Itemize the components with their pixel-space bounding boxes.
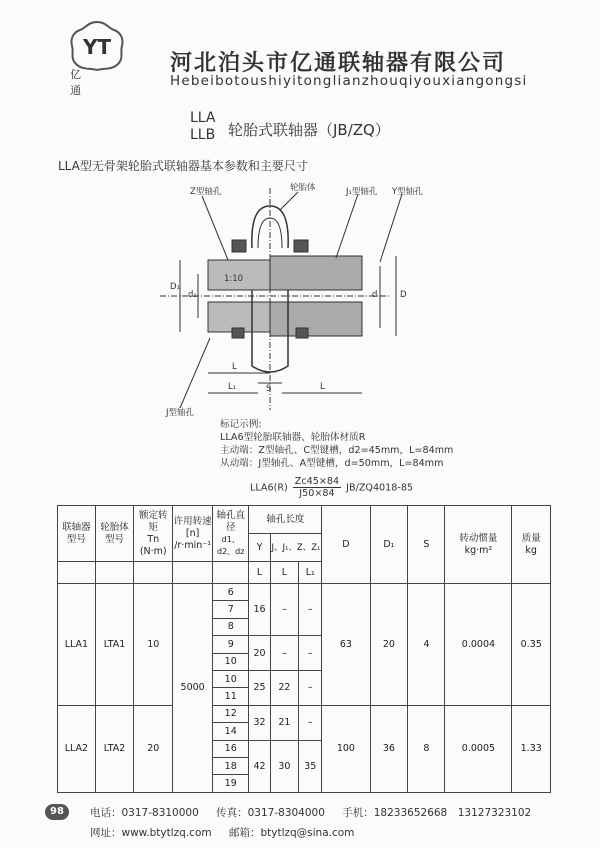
cell-length-j: – [270,584,299,636]
svg-text:YT: YT [82,35,112,59]
label-dim-S: S [266,384,272,394]
example-line-2: LLA6型轮胎联轴器、轮胎体材质R [220,432,366,443]
cell-speed: 5000 [173,584,213,793]
cell-length-y: 20 [249,636,270,671]
tel: 电话：0317-8310000 [90,807,199,819]
label-z-hole: Z型轴孔 [190,187,222,197]
table-row [58,584,551,601]
cell-bore-diameter: 14 [213,723,249,740]
cell-bore-diameter: 18 [213,757,249,774]
cell-tire-model: LTA1 [95,584,134,706]
mobile: 手机：18233652668 13127323102 [342,807,532,819]
page-number: 98 [45,804,69,820]
cell-bore-diameter: 8 [213,618,249,635]
cell-bore-diameter: 19 [213,775,249,792]
cell-S: 4 [408,584,445,706]
th-j-z: J、J₁、Z、Z₁ [270,534,322,562]
marking-formula [250,476,413,499]
cell-length-l1: – [299,705,322,740]
label-dim-d1: d₁ [188,290,197,300]
label-dim-d: d [372,290,378,300]
logo-subtext: 亿 通 [70,68,95,97]
th-D: D [322,506,370,584]
spec-table-body [58,584,551,793]
cell-coupling-model: LLA2 [58,705,96,792]
cell-D1: 36 [370,705,408,792]
formula-denominator: J50×84 [299,488,335,499]
fax: 传真：0317-8304000 [216,807,325,819]
contact-line-1 [90,805,545,820]
cell-length-l1: – [299,584,322,636]
cell-D: 100 [322,705,370,792]
example-line-4: 从动端：J型轴孔、A型键槽，d=50mm，L=84mm [220,458,444,469]
company-logo [62,18,132,97]
label-j-hole: J型轴孔 [166,408,195,418]
cell-mass: 1.33 [512,705,551,792]
th-rated-torque: 额定转矩 Tn (N·m) [134,506,173,562]
cell-rated-torque: 20 [134,705,173,792]
cell-bore-diameter: 7 [213,601,249,618]
section-subtitle: LLA型无骨架轮胎式联轴器基本参数和主要尺寸 [58,159,308,173]
example-line-3: 主动端：Z型轴孔、C型键槽，d2=45mm，L=84mm [220,445,454,456]
email-link[interactable]: 邮箱：btytlzq@sina.com [228,827,355,839]
cell-inertia: 0.0005 [445,705,512,792]
th-L-y: L [249,562,270,584]
label-dim-L1: L₁ [228,382,237,392]
cell-length-y: 32 [249,705,270,740]
coupling-drawing [140,178,440,416]
cell-length-l1: – [299,670,322,705]
spec-table [57,505,551,793]
label-y-hole: Y型轴孔 [392,187,423,197]
th-mass: 质量 kg [512,506,551,584]
company-name-en: Hebeibotoushiyitonglianzhouqiyouxiangongsi [170,73,528,89]
formula-prefix: LLA6(R) [250,482,288,494]
label-dim-L-left: L [232,362,237,372]
model-llb: LLB [190,127,216,143]
marking-example [220,418,453,470]
cell-bore-diameter: 12 [213,705,249,722]
th-D1: D₁ [370,506,408,584]
th-tire-model: 轮胎体型号 [95,506,134,562]
formula-numerator: Zc45×84 [294,476,340,487]
cell-bore-diameter: 10 [213,670,249,687]
formula-fraction [293,476,341,499]
cell-bore-diameter: 6 [213,584,249,601]
label-dim-D1: D₁ [170,282,180,292]
th-L1: L₁ [299,562,322,584]
cell-inertia: 0.0004 [445,584,512,706]
cell-length-j: 21 [270,705,299,740]
cell-mass: 0.35 [512,584,551,706]
cell-bore-diameter: 16 [213,740,249,757]
cell-length-j: 22 [270,670,299,705]
cell-length-j: 30 [270,740,299,792]
cell-rated-torque: 10 [134,584,173,706]
cell-tire-model: LTA2 [95,705,134,792]
cell-bore-diameter: 10 [213,653,249,670]
th-L-j: L [270,562,299,584]
th-bore-length: 轴孔长度 [249,506,322,534]
formula-suffix: JB/ZQ4018-85 [346,482,414,494]
label-dim-L-right: L [320,382,325,392]
table-header-row-1 [58,506,551,534]
cell-D1: 20 [370,584,408,706]
contact-line-2 [90,825,368,840]
website-link[interactable]: 网址：www.btytlzq.com [90,827,212,839]
cell-bore-diameter: 11 [213,688,249,705]
cell-D: 63 [322,584,370,706]
th-y: Y [249,534,270,562]
company-name-cn: 河北泊头市亿通联轴器有限公司 [170,51,507,76]
th-coupling-model: 联轴器型号 [58,506,96,562]
cell-S: 8 [408,705,445,792]
cell-length-l1: – [299,636,322,671]
label-taper: 1:10 [224,274,244,284]
model-lla: LLA [190,110,216,126]
cell-length-j: – [270,636,299,671]
th-bore-diameter: 轴孔直径 d1、d2、dz [213,506,249,562]
table-row [58,705,551,722]
product-title: 轮胎式联轴器（JB/ZQ） [228,121,390,139]
cell-length-l1: 35 [299,740,322,792]
th-S: S [408,506,445,584]
th-speed: 许用转速 [n] /r·min⁻¹ [173,506,213,562]
label-dim-D: D [400,290,407,300]
coupling-sketch [140,178,440,416]
th-inertia: 转动惯量 kg·m² [445,506,512,584]
cell-length-y: 25 [249,670,270,705]
cell-length-y: 42 [249,740,270,792]
cell-length-y: 16 [249,584,270,636]
cell-bore-diameter: 9 [213,636,249,653]
cell-coupling-model: LLA1 [58,584,96,706]
label-j1-hole: J₁型轴孔 [346,187,378,197]
label-tire-body: 轮胎体 [290,183,316,193]
example-title: 标记示例: [220,419,262,430]
